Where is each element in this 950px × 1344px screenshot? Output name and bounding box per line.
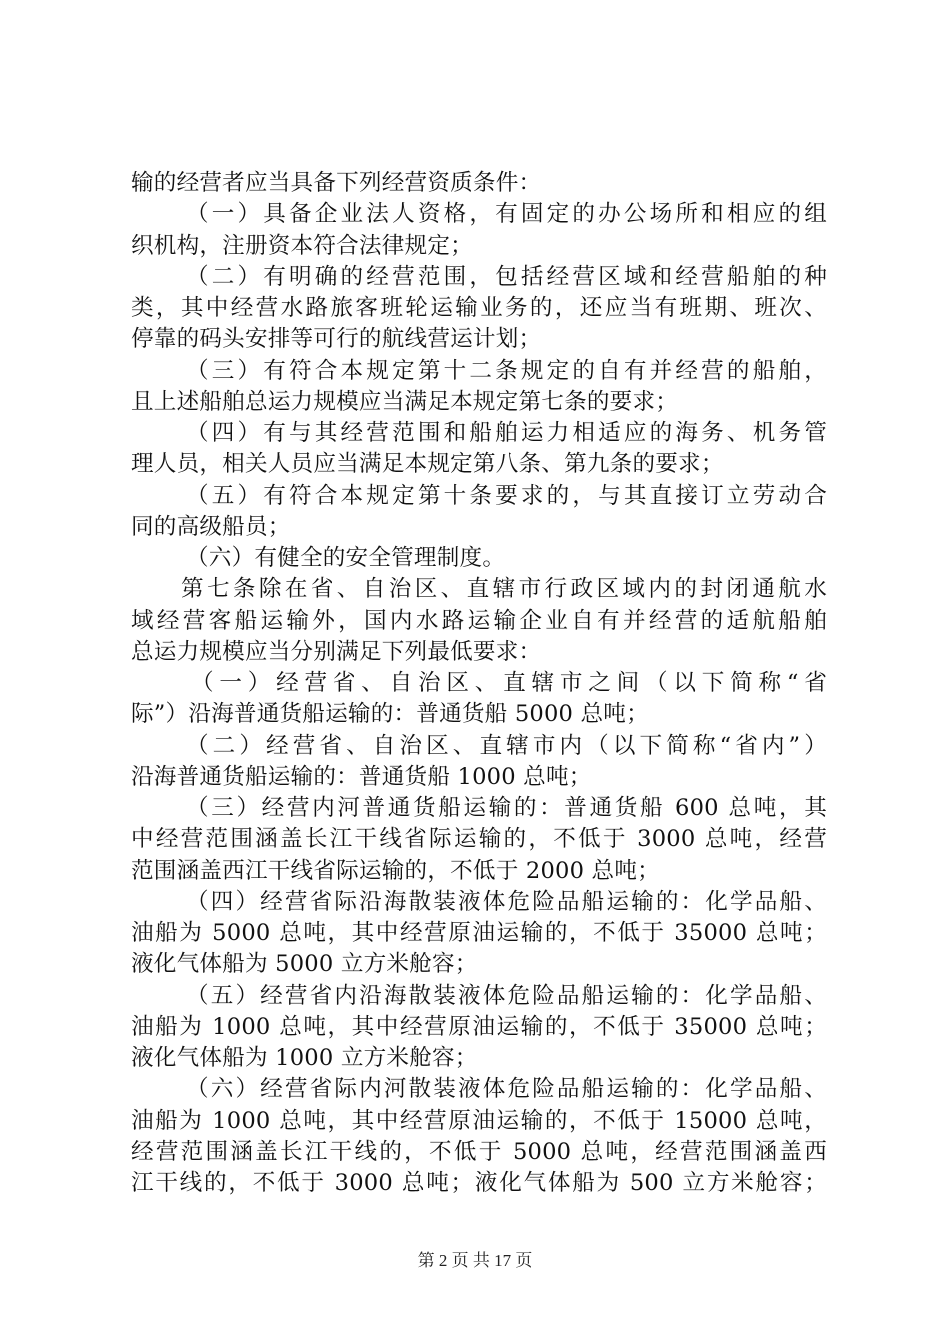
paragraph-line: （一）具备企业法人资格，有固定的办公场所和相应的组 [186,201,827,228]
paragraph-line: 同的高级船员； [131,513,291,540]
paragraph-line: 液化气体船为 1000 立方米舱容； [131,1045,478,1071]
paragraph-line: 液化气体船为 5000 立方米舱容； [131,951,478,978]
paragraph-line: （四）有与其经营范围和船舶运力相适应的海务、机务管 [186,420,827,446]
paragraph-line: （五）有符合本规定第十条要求的，与其直接订立劳动合 [186,482,827,509]
paragraph-line: （二）经营省、自治区、直辖市内（以下简称“省内”） [186,732,827,759]
paragraph-line: 停靠的码头安排等可行的航线营运计划； [131,326,542,353]
paragraph-line: 第七条除在省、自治区、直辖市行政区域内的封闭通航水 [181,576,827,603]
page-footer: 第 2 页 共 17 页 [417,1251,533,1270]
paragraph-line: 江干线的，不低于 3000 总吨；液化气体船为 500 立方米舱容； [131,1170,827,1196]
paragraph-line: 织机构，注册资本符合法律规定； [131,232,473,259]
paragraph-line: 输的经营者应当具备下列经营资质条件： [131,170,542,196]
paragraph-line: （三）经营内河普通货船运输的：普通货船 600 总吨，其 [186,795,827,821]
paragraph-line: （四）经营省际沿海散装液体危险品船运输的：化学品船、 [186,888,827,915]
paragraph-line: （二）有明确的经营范围，包括经营区域和经营船舶的种 [186,263,827,290]
paragraph-line: （六）有健全的安全管理制度。 [186,545,506,571]
paragraph-line: 油船为 1000 总吨，其中经营原油运输的，不低于 15000 总吨， [131,1107,827,1134]
document-body [131,168,827,1199]
paragraph-line: 中经营范围涵盖长江干线省际运输的，不低于 3000 总吨，经营 [131,826,827,853]
paragraph-line: 且上述船舶总运力规模应当满足本规定第七条的要求； [131,388,679,415]
paragraph-line: 沿海普通货船运输的：普通货船 1000 总吨； [131,763,592,790]
paragraph-line: （五）经营省内沿海散装液体危险品船运输的：化学品船、 [186,982,827,1009]
paragraph-line: 油船为 5000 总吨，其中经营原油运输的，不低于 35000 总吨； [131,920,827,946]
paragraph-line: 际”）沿海普通货船运输的：普通货船 5000 总吨； [131,701,649,728]
paragraph-line: 类，其中经营水路旅客班轮运输业务的，还应当有班期、班次、 [131,295,827,321]
paragraph-line: 范围涵盖西江干线省际运输的，不低于 2000 总吨； [131,857,660,884]
paragraph-line: （六）经营省际内河散装液体危险品船运输的：化学品船、 [186,1076,827,1103]
paragraph-line: 域经营客船运输外，国内水路运输企业自有并经营的适航船舶 [131,607,827,634]
paragraph-line: （三）有符合本规定第十二条规定的自有并经营的船舶， [186,357,827,384]
paragraph-line: 油船为 1000 总吨，其中经营原油运输的，不低于 35000 总吨； [131,1013,827,1040]
paragraph-line: 总运力规模应当分别满足下列最低要求： [131,638,542,665]
paragraph-line: 理人员，相关人员应当满足本规定第八条、第九条的要求； [131,451,724,478]
paragraph-line: （一）经营省、自治区、直辖市之间（以下简称“省 [191,670,827,696]
paragraph-line: 经营范围涵盖长江干线的，不低于 5000 总吨，经营范围涵盖西 [131,1138,827,1165]
